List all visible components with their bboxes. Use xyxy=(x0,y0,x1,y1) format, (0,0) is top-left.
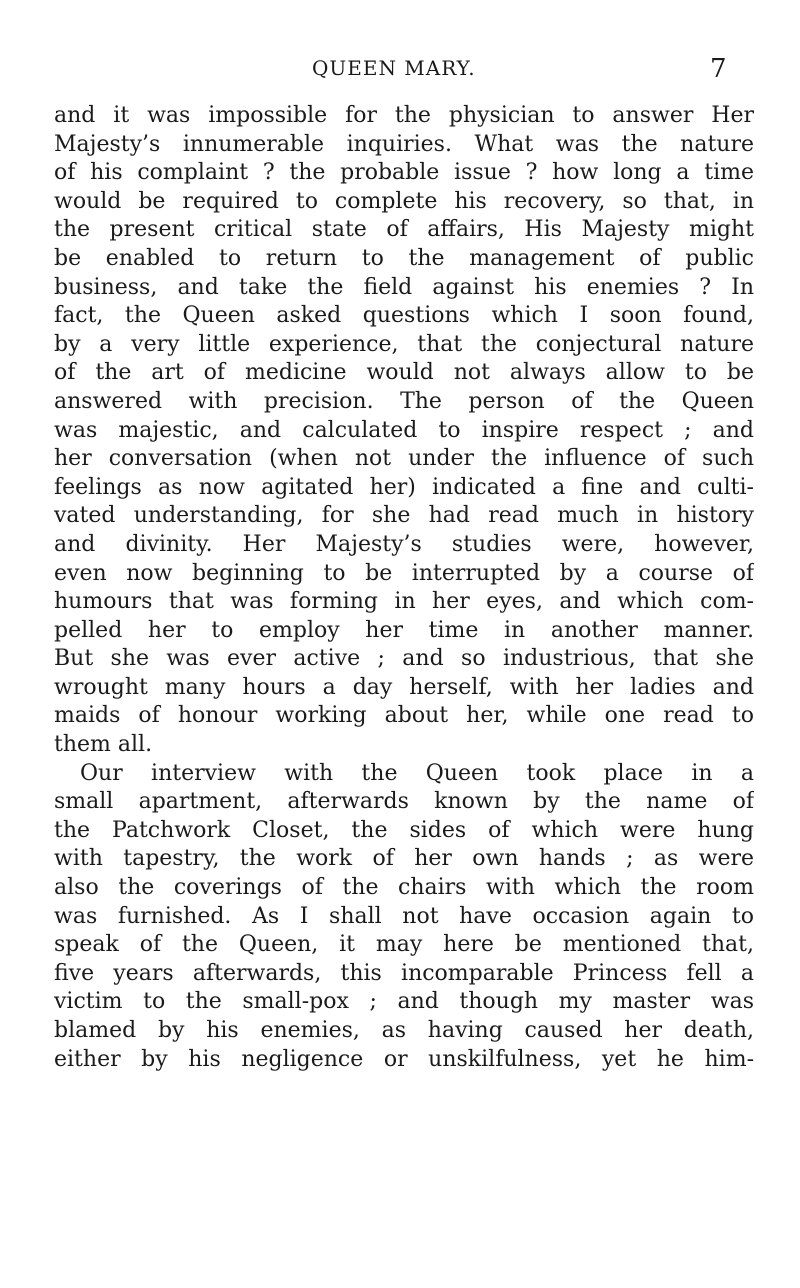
text-line: was majestic, and calculated to inspire respect ; and xyxy=(54,417,754,443)
paragraph-first-line: Our interview with the Queen took place in a xyxy=(80,760,754,786)
text-line: business, and take the field against his enemies ? In xyxy=(54,274,754,300)
running-title: QUEEN MARY. xyxy=(312,56,476,80)
text-line: either by his negligence or unskilfulness, yet he him- xyxy=(54,1046,754,1072)
paragraph-end-line: them all. xyxy=(54,732,153,758)
text-line: small apartment, afterwards known by the name of xyxy=(54,789,754,815)
text-line: was furnished. As I shall not have occasion again to xyxy=(54,903,754,929)
text-line: blamed by his enemies, as having caused her death, xyxy=(54,1018,754,1043)
text-line: with tapestry, the work of her own hands ; as were xyxy=(54,846,754,872)
text-line: speak of the Queen, it may here be mentioned that, xyxy=(54,932,754,958)
text-line: even now beginning to be interrupted by a course of xyxy=(54,560,754,586)
body-text xyxy=(54,102,754,1074)
text-line: the Patchwork Closet, the sides of which were hung xyxy=(54,817,754,843)
text-line: her conversation (when not under the influence of such xyxy=(54,446,754,472)
text-line: answered with precision. The person of the Queen xyxy=(54,388,754,414)
text-line: humours that was forming in her eyes, and which com- xyxy=(54,589,754,615)
text-line: would be required to complete his recovery, so that, in xyxy=(54,188,754,214)
text-line: Majesty’s innumerable inquiries. What was the nature xyxy=(54,131,754,157)
text-line: victim to the small-pox ; and though my master was xyxy=(54,989,754,1015)
text-line: five years afterwards, this incomparable Princess fell a xyxy=(54,960,754,986)
text-line: by a very little experience, that the conjectural nature xyxy=(54,331,754,357)
text-line: be enabled to return to the management of public xyxy=(54,245,754,271)
text-line: But she was ever active ; and so industrious, that she xyxy=(54,646,754,672)
text-line: of the art of medicine would not always allow to be xyxy=(54,360,754,386)
page-number: 7 xyxy=(710,54,727,84)
text-line: fact, the Queen asked questions which I soon found, xyxy=(54,303,754,329)
text-line: vated understanding, for she had read much in history xyxy=(54,503,754,529)
text-line: and it was impossible for the physician to answer Her xyxy=(54,103,754,128)
text-line: also the coverings of the chairs with which the room xyxy=(54,875,754,901)
text-line: maids of honour working about her, while one read to xyxy=(54,703,754,729)
text-line: pelled her to employ her time in another manner. xyxy=(54,617,754,643)
text-line: wrought many hours a day herself, with her ladies and xyxy=(54,674,754,700)
text-line: of his complaint ? the probable issue ? how long a time xyxy=(54,160,754,186)
text-line: feelings as now agitated her) indicated a fine and culti- xyxy=(54,474,754,500)
text-line: and divinity. Her Majesty’s studies were, however, xyxy=(54,531,754,557)
running-header xyxy=(0,56,800,86)
text-line: the present critical state of affairs, His Majesty might xyxy=(54,217,754,243)
